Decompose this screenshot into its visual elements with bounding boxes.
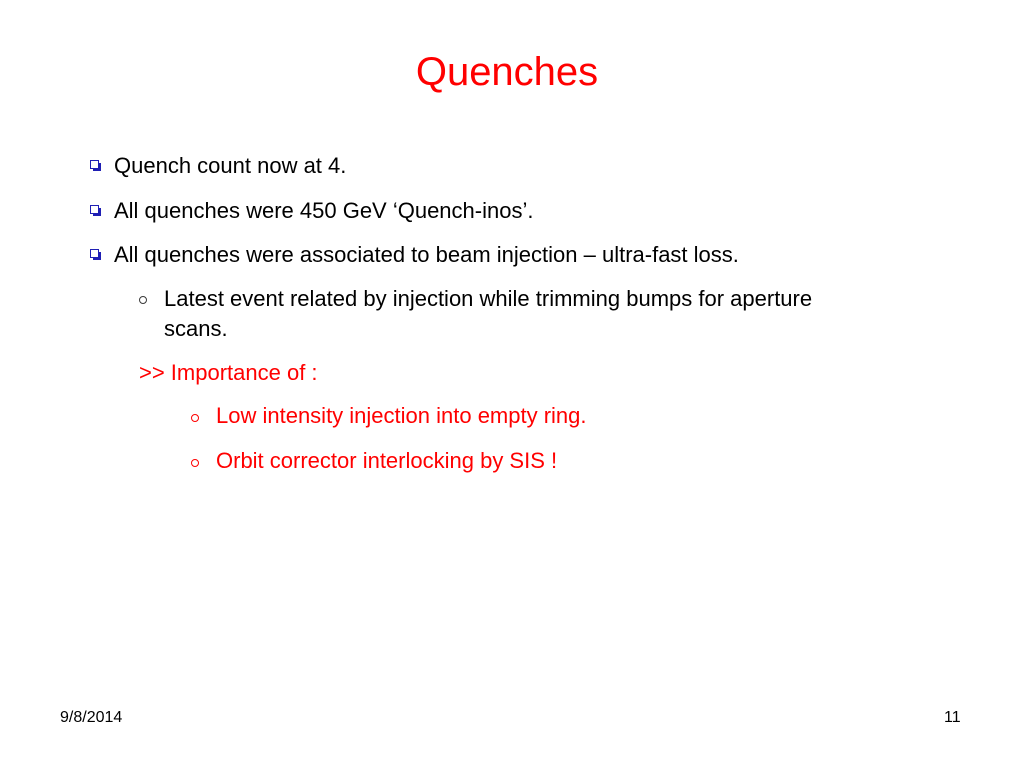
square-bullet-icon [90,160,99,169]
footer-date: 9/8/2014 [60,709,123,726]
importance-heading: >> Importance of : [139,360,318,385]
bullet-item: Quench count now at 4. [114,153,347,178]
slide-title: Quenches [415,50,599,94]
bullet-item: All quenches were associated to beam injection – ultra-fast loss. [114,242,739,267]
square-bullet-icon [90,205,99,214]
circle-bullet-icon [191,414,199,422]
circle-bullet-icon [191,459,199,467]
sub-bullet-line: scans. [164,316,228,341]
importance-item: Low intensity injection into empty ring. [216,403,587,428]
importance-item: Orbit corrector interlocking by SIS ! [216,448,558,473]
square-bullet-icon [90,249,99,258]
sub-bullet-line: Latest event related by injection while trimming bumps for aperture [164,286,813,311]
page-number: 11 [944,709,961,726]
bullet-item: All quenches were 450 GeV ‘Quench-inos’. [114,198,534,223]
circle-bullet-icon [139,296,147,304]
